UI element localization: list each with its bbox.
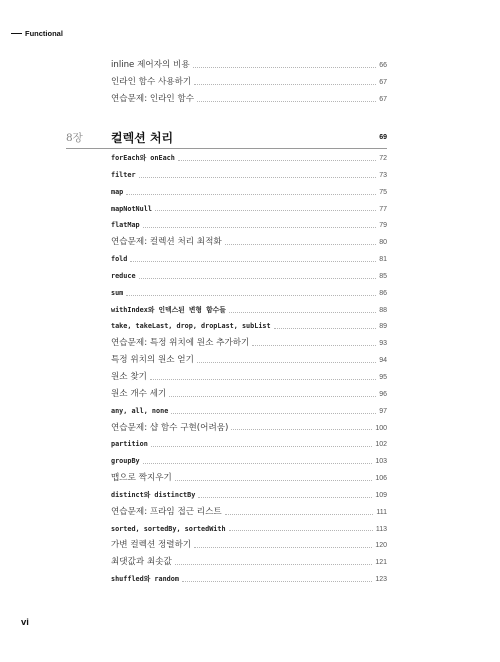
toc-entry — [111, 403, 387, 420]
toc-top-section — [111, 57, 387, 108]
toc-entry-page: 67 — [379, 78, 387, 86]
toc-entry-title: forEach와 onEach — [111, 154, 175, 162]
toc-entry-page: 85 — [379, 272, 387, 280]
toc-entry-title: 최댓값과 최솟값 — [111, 557, 172, 568]
toc-entry-page: 80 — [379, 239, 387, 247]
toc-entry-title: 연습문제: 샵 함수 구현(어려움) — [111, 422, 229, 433]
toc-entry-title: filter — [111, 170, 136, 179]
dot-leader — [194, 84, 376, 85]
toc-entry-page: 95 — [379, 373, 387, 381]
toc-entry-page: 109 — [375, 491, 387, 499]
toc-entry — [111, 74, 387, 91]
toc-entry — [111, 302, 387, 319]
toc-entry — [111, 318, 387, 335]
dot-leader — [150, 379, 376, 380]
dot-leader — [126, 295, 376, 296]
dot-leader — [225, 514, 374, 515]
dot-leader — [229, 530, 373, 531]
toc-entry-title: partition — [111, 440, 148, 449]
toc-entry-title: sum — [111, 288, 124, 297]
toc-entry-page: 86 — [379, 289, 387, 297]
toc-entry-page: 73 — [379, 171, 387, 179]
toc-entry-title: 연습문제: 인라인 함수 — [111, 93, 195, 104]
toc-entry — [111, 352, 387, 369]
toc-entry — [111, 285, 387, 302]
page-folio: vi — [21, 617, 29, 628]
toc-entry — [111, 251, 387, 268]
dot-leader — [274, 328, 377, 329]
dot-leader — [126, 194, 376, 195]
dot-leader — [182, 581, 372, 582]
dot-leader — [139, 177, 377, 178]
dot-leader — [175, 564, 372, 565]
toc-entry — [111, 167, 387, 184]
toc-entry-page: 121 — [375, 559, 387, 567]
toc-entry-title: inline 제어자의 비용 — [111, 60, 190, 70]
toc-entry — [111, 184, 387, 201]
chapter-title: 컬렉션 처리 — [111, 130, 174, 145]
toc-entry-title: reduce — [111, 271, 136, 280]
dot-leader — [231, 429, 372, 430]
toc-entry — [111, 571, 387, 588]
toc-entry-title: 특정 위치의 원소 얻기 — [111, 355, 194, 366]
toc-entry-page: 89 — [379, 323, 387, 331]
toc-entry — [111, 201, 387, 218]
toc-entry — [111, 91, 387, 108]
toc-entry-page: 111 — [376, 508, 387, 516]
toc-entry-page: 72 — [379, 155, 387, 162]
dot-leader — [197, 362, 376, 363]
toc-entry-title: 원소 찾기 — [111, 371, 147, 382]
toc-entry-page: 106 — [375, 475, 387, 483]
toc-entry-title: map — [111, 187, 124, 196]
toc-entry-page: 102 — [375, 441, 387, 449]
toc-entry-page: 81 — [379, 256, 387, 264]
toc-entry-title: flatMap — [111, 221, 140, 230]
toc-entry — [111, 268, 387, 285]
toc-entry-title: any, all, none — [111, 406, 169, 415]
chapter-heading — [66, 126, 387, 148]
dot-leader — [169, 396, 376, 397]
toc-entry-title: 연습문제: 특정 위치에 원소 추가하기 — [111, 338, 250, 349]
toc-entry-page: 93 — [379, 340, 387, 348]
toc-entry-title: 가변 컬렉션 정렬하기 — [111, 540, 192, 551]
dot-leader — [229, 312, 376, 313]
toc-entry-title: withIndex와 인덱스된 변형 함수들 — [111, 305, 226, 314]
toc-entry-title: take, takeLast, drop, dropLast, subList — [111, 322, 271, 331]
toc-entry-page: 88 — [379, 306, 387, 314]
toc-entry-title: fold — [111, 255, 128, 264]
toc-entry-page: 96 — [379, 390, 387, 398]
toc-entry-title: 맵으로 짝지우기 — [111, 473, 172, 484]
toc-entry — [111, 470, 387, 487]
dot-leader — [175, 480, 372, 481]
chapter-number: 8장 — [66, 131, 83, 144]
dot-leader — [252, 345, 376, 346]
toc-entry — [111, 436, 387, 453]
dot-leader — [155, 210, 376, 211]
toc-entry-title: 인라인 함수 사용하기 — [111, 76, 192, 87]
dot-leader — [130, 261, 376, 262]
toc-entry-page: 75 — [379, 188, 387, 196]
dot-leader — [178, 160, 376, 161]
header-rule — [11, 33, 22, 34]
chapter-divider — [66, 148, 387, 149]
running-header-title: Functional — [25, 29, 63, 38]
toc-entry — [111, 537, 387, 554]
toc-entry-title: distinct와 distinctBy — [111, 490, 196, 499]
toc-entry — [111, 234, 387, 251]
toc-entry-page: 103 — [375, 458, 387, 466]
toc-entry-title: groupBy — [111, 457, 140, 466]
dot-leader — [143, 463, 373, 464]
toc-entry — [111, 335, 387, 352]
running-header — [11, 29, 63, 38]
toc-entry-page: 120 — [375, 542, 387, 550]
toc-entry-page: 67 — [379, 95, 387, 103]
toc-entry-title: 연습문제: 프라임 접근 리스트 — [111, 506, 222, 517]
toc-entry-page: 113 — [375, 525, 387, 533]
dot-leader — [139, 278, 377, 279]
dot-leader — [143, 227, 377, 228]
toc-entry — [111, 420, 387, 437]
toc-entry — [111, 453, 387, 470]
toc-entry — [111, 521, 387, 538]
dot-leader — [197, 101, 376, 102]
toc-entry — [111, 504, 387, 521]
toc-entry-title: shuffled와 random — [111, 575, 179, 584]
toc-entry-page: 123 — [375, 576, 387, 584]
toc-entry-title: mapNotNull — [111, 204, 152, 213]
toc-entry-page: 77 — [379, 205, 387, 213]
toc-entry-page: 79 — [379, 222, 387, 230]
dot-leader — [225, 244, 376, 245]
chapter-page-number: 69 — [379, 133, 387, 141]
toc-entry-title: 연습문제: 컬렉션 처리 최적화 — [111, 237, 222, 248]
toc-entry-title: 원소 개수 세기 — [111, 388, 167, 399]
toc-entry-page: 94 — [379, 357, 387, 365]
dot-leader — [151, 446, 372, 447]
toc-entry — [111, 554, 387, 571]
toc-entry — [111, 57, 387, 74]
toc-entry — [111, 217, 387, 234]
toc-entry-page: 97 — [379, 407, 387, 415]
toc-entry-page: 100 — [375, 424, 387, 432]
dot-leader — [193, 67, 377, 68]
dot-leader — [194, 547, 372, 548]
toc-entry — [111, 369, 387, 386]
toc-entry — [111, 386, 387, 403]
toc-chapter-entries — [111, 150, 387, 588]
toc-entry — [111, 150, 387, 167]
toc-entry — [111, 487, 387, 504]
dot-leader — [171, 413, 376, 414]
dot-leader — [198, 497, 372, 498]
toc-entry-page: 66 — [379, 62, 387, 69]
toc-entry-title: sorted, sortedBy, sortedWith — [111, 524, 226, 533]
